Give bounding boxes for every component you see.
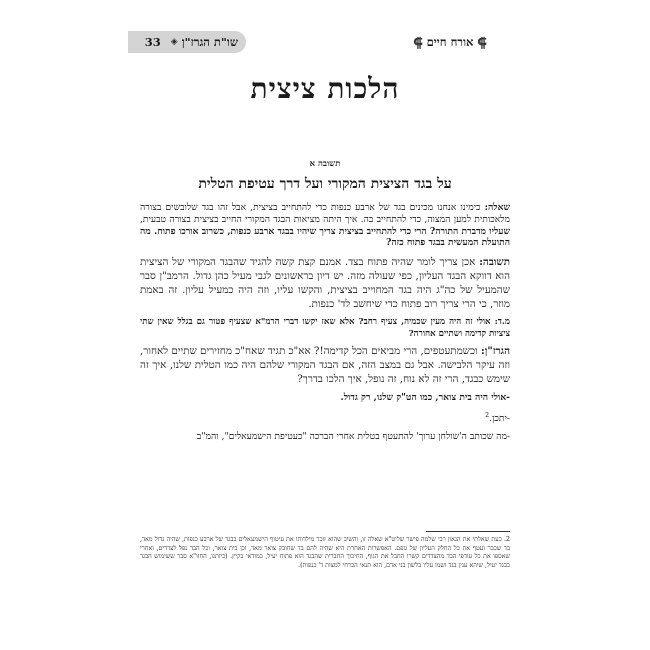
footnote-divider (426, 531, 510, 532)
diamond-ornament-icon: ◈ (170, 37, 178, 47)
dialogue-text: -יתכן. (489, 413, 510, 425)
reply-label: הגרז"ן: (480, 345, 510, 358)
dialogue-line: -אולי היה בית צואר, כמו הט"ק שלנו, רק גדול. (340, 392, 510, 404)
scroll-ornament-icon: ⸿ (413, 36, 423, 51)
dialogue-line: -מה שכותב ה'שולחן ערוך' להתעטף בטלית אחרי הברכה "כעטיפת הישמעאלים", והמ"ב (196, 431, 510, 443)
reply-text: וכשמתעטפים, הרי מביאים הכל קדימה!? אא"כ תגיד שאח"כ מחזירים שתיים לאחור, וזה עיקר הלבישה. אבל גם במצב הזה, אם הבגד המקורי שלהם היה כמו הטלית שלנו, איך זה שימש כבגד, הרי זה לא נוח, זה נופל, איך הלכו בדרך? (140, 345, 510, 386)
question-text: כימינו אנחנו מכינים בגד של ארבע כנפות כדי להתחייב בציצית, אבל זהו בגד שלובשים בצורה מלאכותית למען המצוה, כדי להתחייב בה. איך היתה מציאות הבגד המקורי החייב בציצית בצורה טבעית, (140, 202, 510, 225)
query-paragraph (140, 317, 510, 340)
responsum-number: תשובה א (309, 159, 341, 169)
responsum-subtitle: על בגד הציצית המקורי ועל דרך עטיפת הטלית (198, 176, 452, 192)
section-header (407, 32, 493, 52)
chapter-title: הלכות ציצית (250, 72, 400, 105)
footnote-reference: 2 (485, 412, 490, 420)
responsum-body (140, 202, 510, 449)
question-bold-text: שעליו מדברת התורה? הרי כדי להתחייב בציצית צריך שיהיו בבגד ארבע כנפות, כשרוב אורכו פתוח. מה התועלת המעשית בבגד פתוח כזה? (140, 225, 510, 249)
footnote-number: 2. (503, 536, 510, 543)
section-name: אורח חיים (426, 35, 474, 49)
dialogue-line (140, 410, 510, 425)
question-paragraph (140, 202, 510, 249)
footnote (140, 536, 510, 570)
answer-paragraph (140, 255, 510, 311)
query-text: אולי זה היה מעין שכמיה, צעיף רחב? אלא שאז יקשו דברי הרמ"א שצעיף פטור גם בגלל שאין שתי ציציות קדימה ושתיים אחורה? (140, 317, 510, 339)
running-header-tab (136, 31, 246, 53)
page-number: 33 (144, 35, 161, 49)
answer-label: תשובה: (479, 256, 510, 269)
footnote-text: כעת שאלתי את הגאון רבי שלמה פישר שליט"א שאלה זו, והשיב שהוא זוכר מילדותו את עיטוף הישמעאלים בבגד של ארבע כנפות, שהיה גדול מאד, בד שכבר ועטף את כל החלק העליון של גופם. האפשרות האחרת היא שהיה להם בד שחובק צואר מאד, וכן בית צואר, וכל הבד נפל לצדדים, ואחרי שאספו את כל עודפי הבד מהצדדים קשרו החבל את הגוף, החיכוך החברית שהבגד הוא פתוח יעיל, כמודאי בקיץ. (כיותנו, החזו"א סבר ששימוש הבגד כבגד יעיל, שיהא ענין בגד ושמו עליו בלשון בני אדם, הוא תנאי הכרחי למצות ד' כנפות). (140, 536, 510, 569)
question-label: שאלה: (484, 202, 510, 213)
running-title: שו"ת הגרז"ן (181, 35, 238, 49)
query-label: מ.ד: (494, 317, 510, 328)
scroll-ornament-icon: ⸿ (477, 36, 487, 51)
reply-paragraph (140, 344, 510, 386)
answer-text: אכן צריך לומר שהיה פתוח בצד. אמנם קצת קשה להגיד שהבגד המקורי של הציצית הוא דווקא הבגד העליון, כפי שעולה מזה. יש דיון בראשונים לגבי מעיל כהן גדול. הרמב"ן סבר שהמעיל של כה"ג היה בגד המחוייב בציצית, והקשו עליו, וזה היה כמעיל עליון. זה באמת מוזר, כי הרי צריך רוב פתוח כדי שיחשב לד' כנפות. (140, 256, 510, 311)
